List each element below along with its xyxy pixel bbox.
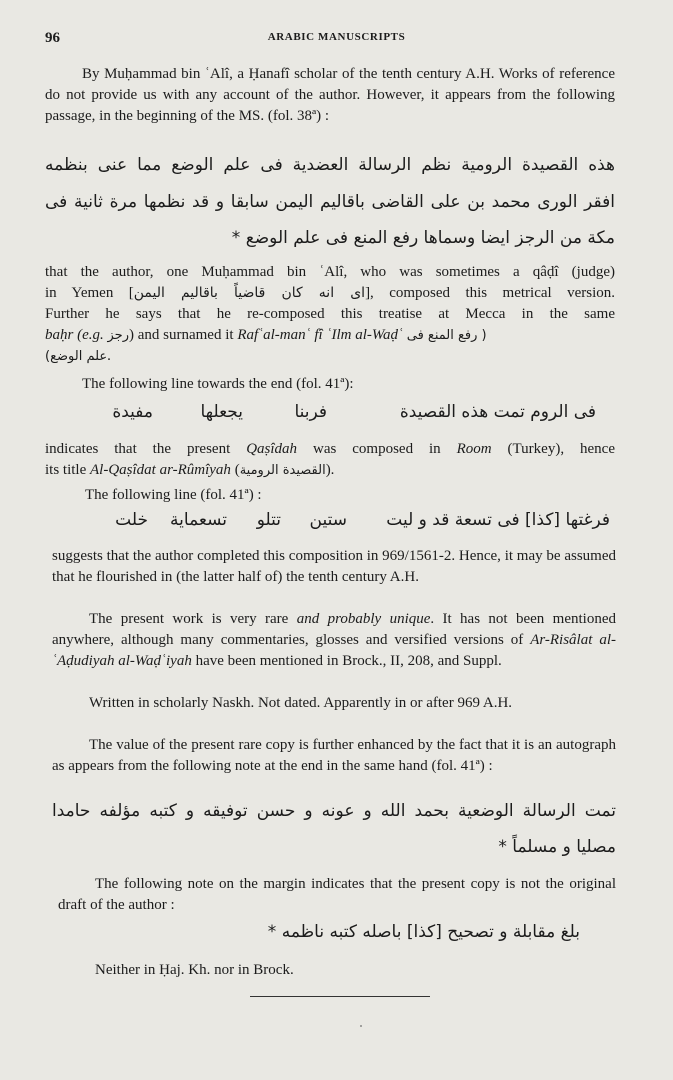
- arabic-quote-line: هذه القصيدة الرومية نظم الرسالة العضدية فى علم الوضع مما عنى بنظمه: [45, 155, 615, 175]
- author-paragraph: [45, 262, 615, 367]
- date-paragraph: suggests that the author completed this composition in 969/1561-2. Hence, it may be assumed that he flourished in (the latter half of) the tenth century A.H.: [52, 548, 616, 585]
- intro-paragraph: By Muḥammad bin ʿAlî, a Ḥanafî scholar of the tenth century A.H. Works of reference do not provide us with any account of the author. However, it appears from the following passage, in the beginning of the MS. (fol. 38ª) :: [45, 66, 615, 124]
- page-header: [0, 30, 673, 48]
- autograph-paragraph: The value of the present rare copy is further enhanced by the fact that it is an autograph as appears from the following note at the end in the same hand (fol. 41ª) :: [52, 737, 616, 774]
- arabic-margin-note: بلغ مقابلة و تصحيح [كذا] باصله كتبه ناظمه *: [267, 922, 580, 942]
- rarity-paragraph: The present work is very rare and probably unique. It has not been mentioned anywhere, although many commentaries, glosses and versified versions of Ar-Risâlat al-ʿAḍudiyah al-Waḍʿiyah have been mentioned in Brock., II, 208, and Suppl.: [52, 611, 616, 669]
- page-speck: [360, 1025, 362, 1027]
- arabic-note-line: مصليا و مسلماً *: [498, 837, 616, 857]
- script-paragraph: Written in scholarly Naskh. Not dated. Apparently in or after 969 A.H.: [89, 695, 513, 711]
- end-rule: [250, 996, 430, 997]
- end-line-intro: The following line towards the end (fol. 41ª):: [82, 376, 354, 392]
- qasidah-paragraph: [45, 439, 615, 481]
- manuscript-page: 96 ARABIC MANUSCRIPTS By Muḥammad bin ʿAlî, a Ḥanafî scholar of the tenth century A.H. Works of reference do not provide us with any account of the author. However, it appears from the following passage, in the beginning of the MS. (fol. 38ª) : هذه القصيدة الرومية نظم الرسالة العضدية فى علم الوضع مما عنى بنظمه افقر الورى محمد بن على القاضى باقاليم اليمن سابقا و قد نظمها مرة ثانية فى مكة من الرجز ايضا وسماها رفع المنع فى علم الوضع * that the author, one Muḥammad bin ʿAlî, who was sometimes a qâḍî (judge) in Yemen [اى انه كان قاضياً باقاليم اليمن], composed this metrical version. Further he says that he re-composed this treatise at Mecca in the same baḥr (e.g. رجز) and surnamed it Rafʿal-manʿ fî ʿIlm al-Waḍʿ ( رفع المنع فى علم الوضع). The following line towards the end (fol. 41ª): فى الروم تمت هذه القصيدة فربنا يجعلها مفيدة indicates that the present Qaṣîdah was composed in Room (Turkey), hence its title Al-Qaṣîdat ar-Rûmîyah (القصيدة الرومية). The following line (fol. 41ª) : فرغتها [كذا] فى تسعة قد و ليت ستين تتلو تسعماية خلت suggests that the author completed this composition in 969/1561-2. Hence, it may be assumed that he flourished in (the latter half of) the tenth century A.H. The present work is very rare and probably unique. It has not been mentioned anywhere, although many commentaries, glosses and versified versions of Ar-Risâlat al-ʿAḍudiyah al-Waḍʿiyah have been mentioned in Brock., II, 208, and Suppl. Written in scholarly Naskh. Not dated. Apparently in or after 969 A.H. The value of the present rare copy is further enhanced by the fact that it is an autograph as appears from the following note at the end in the same hand (fol. 41ª) : تمت الرسالة الوضعية بحمد الله و عونه و حسن توفيقه و كتبه مؤلفه حامدا مصليا و مسلماً * The following note on the margin indicates that the present copy is not the original draft of the author : بلغ مقابلة و تصحيح [كذا] باصله كتبه ناظمه * Neither in Ḥaj. Kh. nor in Brock.: [0, 0, 673, 1080]
- arabic-quote-line: افقر الورى محمد بن على القاضى باقاليم اليمن سابقا و قد نظمها مرة ثانية فى: [45, 192, 615, 212]
- running-title: ARABIC MANUSCRIPTS: [267, 31, 406, 43]
- text-line: Further he says that he re-composed this treatise at Mecca in the same: [45, 306, 615, 322]
- text-line: that the author, one Muḥammad bin ʿAlî, who was sometimes a qâḍî (judge): [45, 264, 615, 280]
- page-number: 96: [45, 30, 60, 46]
- margin-note-paragraph: The following note on the margin indicates that the present copy is not the original draft of the author :: [58, 876, 616, 913]
- text-line: indicates that the present Qaṣîdah was composed in Room (Turkey), hence: [45, 441, 615, 457]
- text-line: in Yemen [اى انه كان قاضياً باقاليم اليمن], composed this metrical version.: [45, 285, 615, 301]
- line-41-intro: The following line (fol. 41ª) :: [85, 487, 262, 503]
- text-line: علم الوضع).: [45, 348, 111, 364]
- arabic-quote-line: مكة من الرجز ايضا وسماها رفع المنع فى علم الوضع *: [231, 228, 615, 248]
- text-line: baḥr (e.g. رجز) and surnamed it Rafʿal-manʿ fî ʿIlm al-Waḍʿ ( رفع المنع فى: [45, 327, 487, 343]
- text-line: its title Al-Qaṣîdat ar-Rûmîyah (القصيدة الرومية).: [45, 462, 335, 478]
- arabic-note-line: تمت الرسالة الوضعية بحمد الله و عونه و حسن توفيقه و كتبه مؤلفه حامدا: [52, 801, 616, 821]
- references-line: Neither in Ḥaj. Kh. nor in Brock.: [95, 962, 294, 978]
